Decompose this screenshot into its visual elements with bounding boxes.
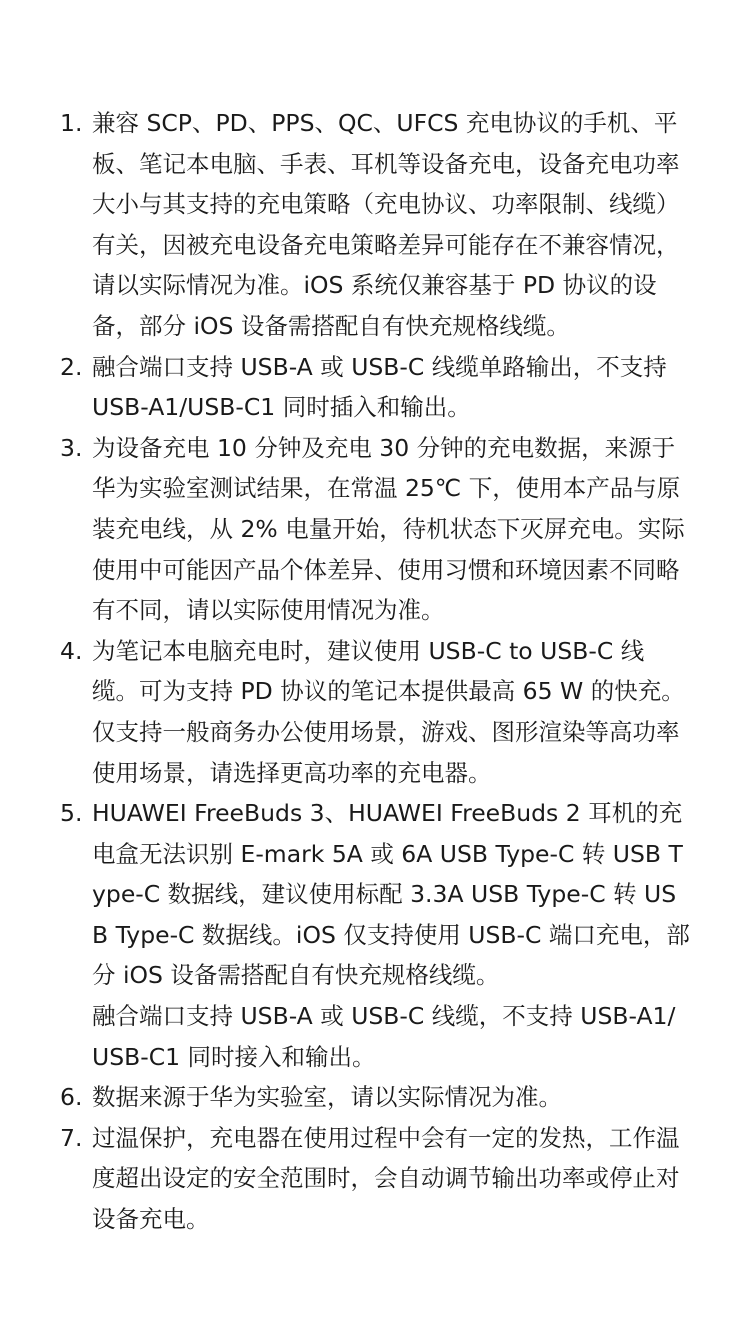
footnote-text: 为设备充电 10 分钟及充电 30 分钟的充电数据，来源于华为实验室测试结果，在常温 25℃ 下，使用本产品与原装充电线，从 2% 电量开始，待机状态下灭屏充电。实际使用中可能因产品个体差异、使用习惯和环境因素不同略有不同，请以实际使用情况为准。: [92, 433, 685, 625]
footnote-number: 2.: [60, 352, 83, 381]
footnote-body: [92, 103, 690, 347]
footnote-number: 4.: [60, 636, 83, 665]
footnotes-list: [60, 103, 690, 1240]
footnote-text: 为笔记本电脑充电时，建议使用 USB-C to USB-C 线缆。可为支持 PD 协议的笔记本提供最高 65 W 的快充。仅支持一般商务办公使用场景，游戏、图形渲染等高功率使用场景，请选择更高功率的充电器。: [92, 636, 685, 787]
footnote-extra-text: 融合端口支持 USB-A 或 USB-C 线缆，不支持 USB-A1/USB-C1 同时接入和输出。: [92, 1002, 676, 1071]
footnote-body: [92, 1118, 690, 1240]
footnote-number: 3.: [60, 433, 83, 462]
footnote-text: 数据来源于华为实验室，请以实际情况为准。: [92, 1083, 562, 1112]
footnote-number: 6.: [60, 1083, 83, 1112]
footnote-number: 1.: [60, 109, 83, 137]
footnote-item: [60, 1118, 690, 1240]
footnote-text: HUAWEI FreeBuds 3、HUAWEI FreeBuds 2 耳机的充电盒无法识别 E-mark 5A 或 6A USB Type-C 转 USB Type-C 数据线，建议使用标配 3.3A USB Type-C 转 USB Type-C 数据线。iOS 仅支持使用 USB-C 端口充电，部分 iOS 设备需搭配自有快充规格线缆。: [92, 799, 690, 990]
footnote-item: [60, 103, 690, 347]
footnote-text: 过温保护，充电器在使用过程中会有一定的发热，工作温度超出设定的安全范围时，会自动调节输出功率或停止对设备充电。: [92, 1123, 680, 1234]
footnote-text: 融合端口支持 USB-A 或 USB-C 线缆单路输出，不支持 USB-A1/USB-C1 同时插入和输出。: [92, 352, 667, 422]
footnote-body: [92, 428, 690, 631]
footnote-item: [60, 347, 690, 428]
footnote-item: [60, 793, 690, 1077]
footnote-body: [92, 793, 690, 1077]
footnote-number: 7.: [60, 1123, 83, 1152]
footnote-body: [92, 347, 690, 428]
footnote-item: [60, 428, 690, 631]
footnote-number: 5.: [60, 799, 83, 828]
footnote-text: 兼容 SCP、PD、PPS、QC、UFCS 充电协议的手机、平板、笔记本电脑、手表、耳机等设备充电，设备充电功率大小与其支持的充电策略（充电协议、功率限制、线缆）有关，因被充电设备充电策略差异可能存在不兼容情况，请以实际情况为准。iOS 系统仅兼容基于 PD 协议的设备，部分 iOS 设备需搭配自有快充规格线缆。: [92, 109, 680, 340]
footnote-item: [60, 631, 690, 793]
footnote-item: [60, 1077, 690, 1118]
footnote-body: [92, 631, 690, 793]
footnote-body: [92, 1077, 690, 1118]
